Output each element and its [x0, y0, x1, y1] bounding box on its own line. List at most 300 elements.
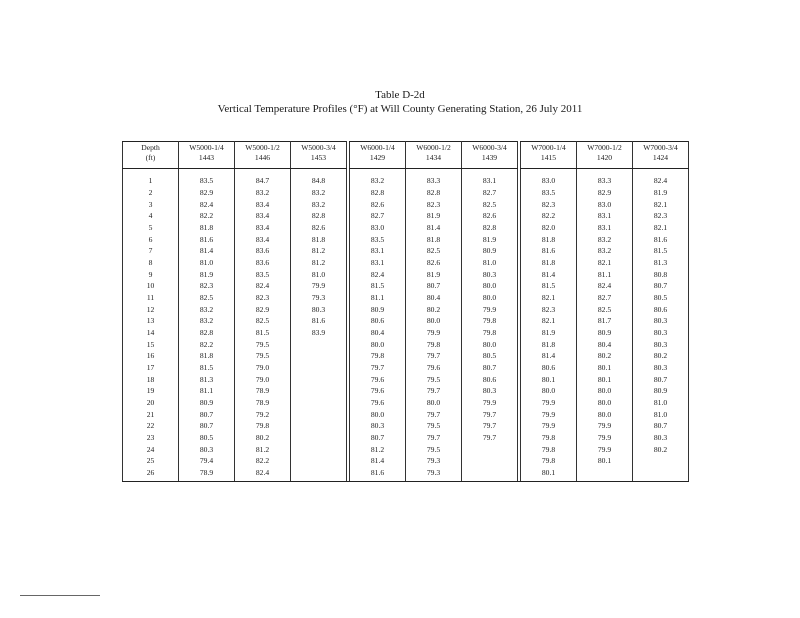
temperature-cell: 80.9 [633, 387, 689, 399]
temperature-cell: 79.9 [406, 329, 462, 341]
scan-mark [20, 595, 100, 596]
temperature-cell: 81.8 [521, 341, 577, 353]
station-time: 1446 [254, 152, 271, 162]
temperature-cell: 80.2 [406, 306, 462, 318]
temperature-cell: 81.9 [406, 212, 462, 224]
temperature-cell: 82.0 [521, 224, 577, 236]
temperature-cell: 82.3 [633, 212, 689, 224]
temperature-cell: 80.3 [633, 341, 689, 353]
table-row [123, 364, 689, 376]
depth-cell: 3 [123, 201, 179, 213]
temperature-cell: 82.4 [235, 469, 291, 481]
temperature-cell: 80.0 [462, 282, 518, 294]
temperature-cell: 79.9 [291, 282, 347, 294]
temperature-cell: 80.3 [291, 306, 347, 318]
temperature-cell: 82.8 [291, 212, 347, 224]
temperature-cell: 81.8 [179, 224, 235, 236]
depth-cell: 26 [123, 469, 179, 481]
temperature-cell: 79.7 [406, 352, 462, 364]
temperature-cell: 81.8 [406, 236, 462, 248]
temperature-cell: 79.9 [521, 422, 577, 434]
temperature-cell: 81.9 [633, 189, 689, 201]
temperature-cell: 81.7 [577, 317, 633, 329]
temperature-cell: 79.6 [350, 387, 406, 399]
station-column-header [350, 142, 406, 169]
temperature-cell: 80.0 [406, 317, 462, 329]
temperature-cell: 80.2 [235, 434, 291, 446]
temperature-cell: 79.8 [521, 434, 577, 446]
temperature-cell: 78.9 [235, 399, 291, 411]
temperature-profile-table [122, 141, 689, 482]
temperature-cell: 83.0 [577, 201, 633, 213]
temperature-cell: 83.9 [291, 329, 347, 341]
station-time: 1415 [540, 152, 557, 162]
temperature-cell: 82.7 [462, 189, 518, 201]
depth-cell: 19 [123, 387, 179, 399]
temperature-cell: 81.9 [406, 271, 462, 283]
temperature-cell: 81.4 [406, 224, 462, 236]
temperature-cell: 82.6 [291, 224, 347, 236]
station-time: 1453 [310, 152, 327, 162]
depth-column-header [123, 142, 179, 169]
temperature-cell: 83.2 [291, 189, 347, 201]
temperature-cell: 82.3 [521, 201, 577, 213]
temperature-cell: 80.7 [406, 282, 462, 294]
temperature-cell: 83.3 [406, 177, 462, 189]
temperature-cell [291, 411, 347, 423]
temperature-cell: 83.5 [350, 236, 406, 248]
temperature-cell: 83.4 [235, 224, 291, 236]
table-row [123, 294, 689, 306]
depth-cell: 21 [123, 411, 179, 423]
temperature-cell: 82.5 [235, 317, 291, 329]
temperature-cell: 80.0 [350, 341, 406, 353]
station-time: 1429 [369, 152, 386, 162]
temperature-cell: 80.3 [633, 329, 689, 341]
temperature-cell: 81.2 [291, 247, 347, 259]
station-time: 1443 [198, 152, 215, 162]
temperature-cell: 79.9 [577, 422, 633, 434]
table-row [123, 259, 689, 271]
temperature-cell: 81.8 [179, 352, 235, 364]
table-row [123, 399, 689, 411]
temperature-cell: 83.0 [350, 224, 406, 236]
table-row [123, 469, 689, 481]
temperature-cell: 80.1 [521, 469, 577, 481]
temperature-cell: 82.5 [577, 306, 633, 318]
temperature-cell: 84.7 [235, 177, 291, 189]
temperature-cell [462, 446, 518, 458]
temperature-cell: 82.1 [521, 317, 577, 329]
depth-cell: 9 [123, 271, 179, 283]
temperature-cell: 79.8 [350, 352, 406, 364]
temperature-cell: 80.5 [462, 352, 518, 364]
temperature-cell: 81.3 [179, 376, 235, 388]
temperature-cell [577, 469, 633, 481]
temperature-cell: 79.8 [521, 446, 577, 458]
temperature-cell: 82.3 [235, 294, 291, 306]
station-column-header [633, 142, 689, 169]
temperature-cell: 80.3 [633, 317, 689, 329]
station-column-header [577, 142, 633, 169]
temperature-cell: 80.0 [462, 294, 518, 306]
temperature-cell [291, 376, 347, 388]
temperature-cell: 82.5 [179, 294, 235, 306]
temperature-cell: 79.8 [235, 422, 291, 434]
table-title: Table D-2d [375, 89, 425, 101]
temperature-cell: 83.2 [179, 306, 235, 318]
temperature-cell: 82.1 [577, 259, 633, 271]
temperature-cell: 81.0 [633, 411, 689, 423]
temperature-cell: 79.8 [462, 329, 518, 341]
temperature-cell: 82.1 [633, 201, 689, 213]
temperature-cell: 83.3 [577, 177, 633, 189]
temperature-cell: 82.4 [350, 271, 406, 283]
temperature-cell: 79.7 [462, 434, 518, 446]
depth-cell: 14 [123, 329, 179, 341]
temperature-cell: 80.1 [577, 457, 633, 469]
temperature-cell: 80.6 [350, 317, 406, 329]
temperature-cell: 82.7 [577, 294, 633, 306]
table-body [123, 169, 689, 482]
station-column-header [521, 142, 577, 169]
temperature-cell [633, 469, 689, 481]
depth-cell: 7 [123, 247, 179, 259]
temperature-cell: 83.2 [577, 247, 633, 259]
temperature-cell [291, 352, 347, 364]
temperature-cell: 80.2 [633, 446, 689, 458]
depth-cell: 16 [123, 352, 179, 364]
temperature-cell: 81.3 [633, 259, 689, 271]
temperature-cell: 80.3 [462, 387, 518, 399]
station-column-header [291, 142, 347, 169]
temperature-cell: 79.9 [462, 306, 518, 318]
depth-cell: 17 [123, 364, 179, 376]
depth-cell: 13 [123, 317, 179, 329]
depth-cell: 6 [123, 236, 179, 248]
temperature-cell: 79.7 [462, 422, 518, 434]
depth-cell: 25 [123, 457, 179, 469]
temperature-cell: 80.3 [350, 422, 406, 434]
temperature-cell: 80.4 [406, 294, 462, 306]
temperature-cell: 83.4 [235, 201, 291, 213]
temperature-cell: 82.6 [350, 201, 406, 213]
temperature-cell: 80.0 [577, 411, 633, 423]
station-column-header [406, 142, 462, 169]
temperature-cell: 80.5 [179, 434, 235, 446]
station-time: 1420 [596, 152, 613, 162]
depth-cell: 1 [123, 177, 179, 189]
temperature-cell [291, 399, 347, 411]
temperature-cell: 81.1 [577, 271, 633, 283]
temperature-cell: 81.6 [179, 236, 235, 248]
temperature-cell: 80.0 [462, 341, 518, 353]
temperature-cell: 82.9 [235, 306, 291, 318]
temperature-cell [291, 387, 347, 399]
temperature-cell [462, 469, 518, 481]
temperature-cell: 80.6 [462, 376, 518, 388]
temperature-cell: 81.1 [350, 294, 406, 306]
depth-cell: 2 [123, 189, 179, 201]
depth-cell: 18 [123, 376, 179, 388]
temperature-cell: 79.5 [406, 422, 462, 434]
temperature-cell: 83.2 [291, 201, 347, 213]
station-name: W5000-1/4 [189, 143, 224, 152]
depth-cell: 20 [123, 399, 179, 411]
temperature-cell: 80.3 [633, 434, 689, 446]
table-subtitle: Vertical Temperature Profiles (°F) at Will County Generating Station, 26 July 2011 [217, 103, 583, 115]
temperature-cell: 79.5 [235, 341, 291, 353]
temperature-cell: 79.8 [462, 317, 518, 329]
temperature-cell: 82.8 [179, 329, 235, 341]
temperature-cell: 79.3 [406, 469, 462, 481]
temperature-cell: 80.7 [462, 364, 518, 376]
depth-cell: 4 [123, 212, 179, 224]
temperature-cell: 80.0 [350, 411, 406, 423]
temperature-cell: 83.1 [350, 259, 406, 271]
temperature-cell: 79.7 [406, 434, 462, 446]
station-time: 1434 [425, 152, 442, 162]
temperature-cell: 84.8 [291, 177, 347, 189]
temperature-cell [291, 469, 347, 481]
depth-cell: 24 [123, 446, 179, 458]
temperature-cell: 83.4 [235, 212, 291, 224]
temperature-cell: 81.0 [179, 259, 235, 271]
temperature-cell: 82.9 [179, 189, 235, 201]
temperature-cell: 79.2 [235, 411, 291, 423]
temperature-cell: 79.3 [291, 294, 347, 306]
temperature-cell: 80.7 [633, 376, 689, 388]
temperature-cell: 79.9 [521, 399, 577, 411]
temperature-cell: 79.7 [462, 411, 518, 423]
temperature-cell: 80.6 [521, 364, 577, 376]
temperature-cell: 81.6 [633, 236, 689, 248]
station-name: W6000-1/2 [416, 143, 451, 152]
temperature-cell: 80.1 [521, 376, 577, 388]
depth-cell: 5 [123, 224, 179, 236]
temperature-cell: 79.9 [577, 446, 633, 458]
depth-cell: 10 [123, 282, 179, 294]
temperature-cell: 82.6 [462, 212, 518, 224]
temperature-cell: 79.6 [350, 399, 406, 411]
temperature-cell: 81.5 [521, 282, 577, 294]
temperature-cell: 83.1 [462, 177, 518, 189]
temperature-cell: 82.7 [350, 212, 406, 224]
temperature-cell: 81.9 [179, 271, 235, 283]
table-row [123, 189, 689, 201]
temperature-cell: 82.3 [521, 306, 577, 318]
temperature-cell: 79.5 [406, 376, 462, 388]
station-time: 1439 [481, 152, 498, 162]
temperature-cell [462, 457, 518, 469]
temperature-cell: 79.7 [406, 387, 462, 399]
temperature-cell [633, 457, 689, 469]
temperature-cell: 81.0 [462, 259, 518, 271]
temperature-cell: 82.4 [235, 282, 291, 294]
temperature-cell: 83.5 [235, 271, 291, 283]
temperature-cell: 81.5 [350, 282, 406, 294]
temperature-cell [291, 364, 347, 376]
temperature-cell: 82.3 [406, 201, 462, 213]
station-name: W6000-3/4 [472, 143, 507, 152]
header-row [123, 142, 689, 169]
temperature-cell: 80.2 [577, 352, 633, 364]
temperature-cell: 82.1 [521, 294, 577, 306]
temperature-cell: 80.9 [462, 247, 518, 259]
temperature-cell: 82.4 [179, 201, 235, 213]
temperature-cell: 80.3 [633, 364, 689, 376]
temperature-cell: 81.5 [179, 364, 235, 376]
temperature-cell: 83.1 [350, 247, 406, 259]
depth-cell: 23 [123, 434, 179, 446]
temperature-cell: 79.6 [406, 364, 462, 376]
depth-cell: 15 [123, 341, 179, 353]
temperature-cell: 82.8 [350, 189, 406, 201]
temperature-cell: 79.7 [350, 364, 406, 376]
temperature-cell: 83.2 [235, 189, 291, 201]
temperature-cell: 79.5 [235, 352, 291, 364]
temperature-cell [291, 422, 347, 434]
temperature-cell: 82.8 [406, 189, 462, 201]
depth-cell: 8 [123, 259, 179, 271]
temperature-cell: 78.9 [179, 469, 235, 481]
temperature-cell: 81.6 [521, 247, 577, 259]
temperature-cell: 81.4 [179, 247, 235, 259]
temperature-cell: 83.2 [577, 236, 633, 248]
temperature-cell: 80.3 [462, 271, 518, 283]
station-time: 1424 [652, 152, 669, 162]
temperature-cell: 83.5 [521, 189, 577, 201]
temperature-cell: 81.4 [350, 457, 406, 469]
temperature-cell: 79.4 [179, 457, 235, 469]
temperature-cell: 80.7 [633, 422, 689, 434]
temperature-cell: 81.5 [235, 329, 291, 341]
temperature-cell: 80.7 [179, 411, 235, 423]
temperature-cell: 82.2 [179, 341, 235, 353]
temperature-cell: 81.0 [633, 399, 689, 411]
temperature-cell [291, 434, 347, 446]
temperature-cell: 80.4 [350, 329, 406, 341]
temperature-cell: 81.0 [291, 271, 347, 283]
temperature-cell: 80.9 [179, 399, 235, 411]
temperature-cell: 81.8 [291, 236, 347, 248]
temperature-cell: 80.7 [350, 434, 406, 446]
temperature-cell: 82.4 [577, 282, 633, 294]
station-name: W6000-1/4 [360, 143, 395, 152]
temperature-cell: 80.9 [577, 329, 633, 341]
depth-header-label: Depth [141, 143, 160, 152]
temperature-cell: 79.0 [235, 376, 291, 388]
temperature-cell: 82.9 [577, 189, 633, 201]
depth-cell: 11 [123, 294, 179, 306]
temperature-cell: 82.5 [406, 247, 462, 259]
temperature-cell: 81.4 [521, 271, 577, 283]
temperature-cell [291, 341, 347, 353]
station-name: W7000-1/4 [531, 143, 566, 152]
temperature-cell: 80.0 [577, 399, 633, 411]
temperature-cell [291, 457, 347, 469]
temperature-cell: 79.0 [235, 364, 291, 376]
temperature-cell: 79.9 [577, 434, 633, 446]
temperature-cell: 82.2 [179, 212, 235, 224]
temperature-cell: 83.5 [179, 177, 235, 189]
temperature-cell: 82.1 [633, 224, 689, 236]
temperature-cell: 83.6 [235, 259, 291, 271]
depth-cell: 12 [123, 306, 179, 318]
temperature-cell: 83.1 [577, 212, 633, 224]
station-column-header [179, 142, 235, 169]
temperature-table-container [122, 141, 685, 482]
temperature-cell: 81.2 [235, 446, 291, 458]
temperature-cell: 80.2 [633, 352, 689, 364]
station-name: W5000-3/4 [301, 143, 336, 152]
depth-cell: 22 [123, 422, 179, 434]
temperature-cell: 82.2 [235, 457, 291, 469]
station-name: W7000-1/2 [587, 143, 622, 152]
temperature-cell: 79.8 [406, 341, 462, 353]
temperature-cell: 80.6 [633, 306, 689, 318]
temperature-cell: 79.5 [406, 446, 462, 458]
temperature-cell: 79.9 [462, 399, 518, 411]
temperature-cell: 79.3 [406, 457, 462, 469]
temperature-cell: 83.2 [179, 317, 235, 329]
temperature-cell: 80.4 [577, 341, 633, 353]
temperature-cell: 81.9 [521, 329, 577, 341]
temperature-cell: 78.9 [235, 387, 291, 399]
depth-header-unit: (ft) [145, 152, 156, 162]
temperature-cell: 81.1 [179, 387, 235, 399]
station-column-header [235, 142, 291, 169]
temperature-cell: 83.6 [235, 247, 291, 259]
temperature-cell: 81.6 [291, 317, 347, 329]
temperature-cell: 80.0 [406, 399, 462, 411]
temperature-cell: 81.2 [350, 446, 406, 458]
temperature-cell: 80.3 [179, 446, 235, 458]
temperature-cell: 79.7 [406, 411, 462, 423]
temperature-cell: 80.8 [633, 271, 689, 283]
temperature-cell: 81.4 [521, 352, 577, 364]
station-column-header [462, 142, 518, 169]
temperature-cell: 81.8 [521, 236, 577, 248]
temperature-cell: 80.7 [179, 422, 235, 434]
temperature-cell: 80.7 [633, 282, 689, 294]
temperature-cell: 83.4 [235, 236, 291, 248]
station-name: W5000-1/2 [245, 143, 280, 152]
temperature-cell: 82.4 [633, 177, 689, 189]
temperature-cell: 80.5 [633, 294, 689, 306]
temperature-cell: 81.9 [462, 236, 518, 248]
temperature-cell: 81.6 [350, 469, 406, 481]
table-row [123, 434, 689, 446]
temperature-cell: 83.2 [350, 177, 406, 189]
temperature-cell: 82.5 [462, 201, 518, 213]
temperature-cell: 83.1 [577, 224, 633, 236]
temperature-cell: 80.0 [577, 387, 633, 399]
temperature-cell: 79.9 [521, 411, 577, 423]
temperature-cell: 81.2 [291, 259, 347, 271]
temperature-cell [291, 446, 347, 458]
temperature-cell: 82.3 [179, 282, 235, 294]
temperature-cell: 80.1 [577, 364, 633, 376]
table-row [123, 329, 689, 341]
temperature-cell: 82.2 [521, 212, 577, 224]
temperature-cell: 79.8 [521, 457, 577, 469]
table-row [123, 224, 689, 236]
temperature-cell: 81.5 [633, 247, 689, 259]
temperature-cell: 80.9 [350, 306, 406, 318]
temperature-cell: 82.6 [406, 259, 462, 271]
station-name: W7000-3/4 [643, 143, 678, 152]
